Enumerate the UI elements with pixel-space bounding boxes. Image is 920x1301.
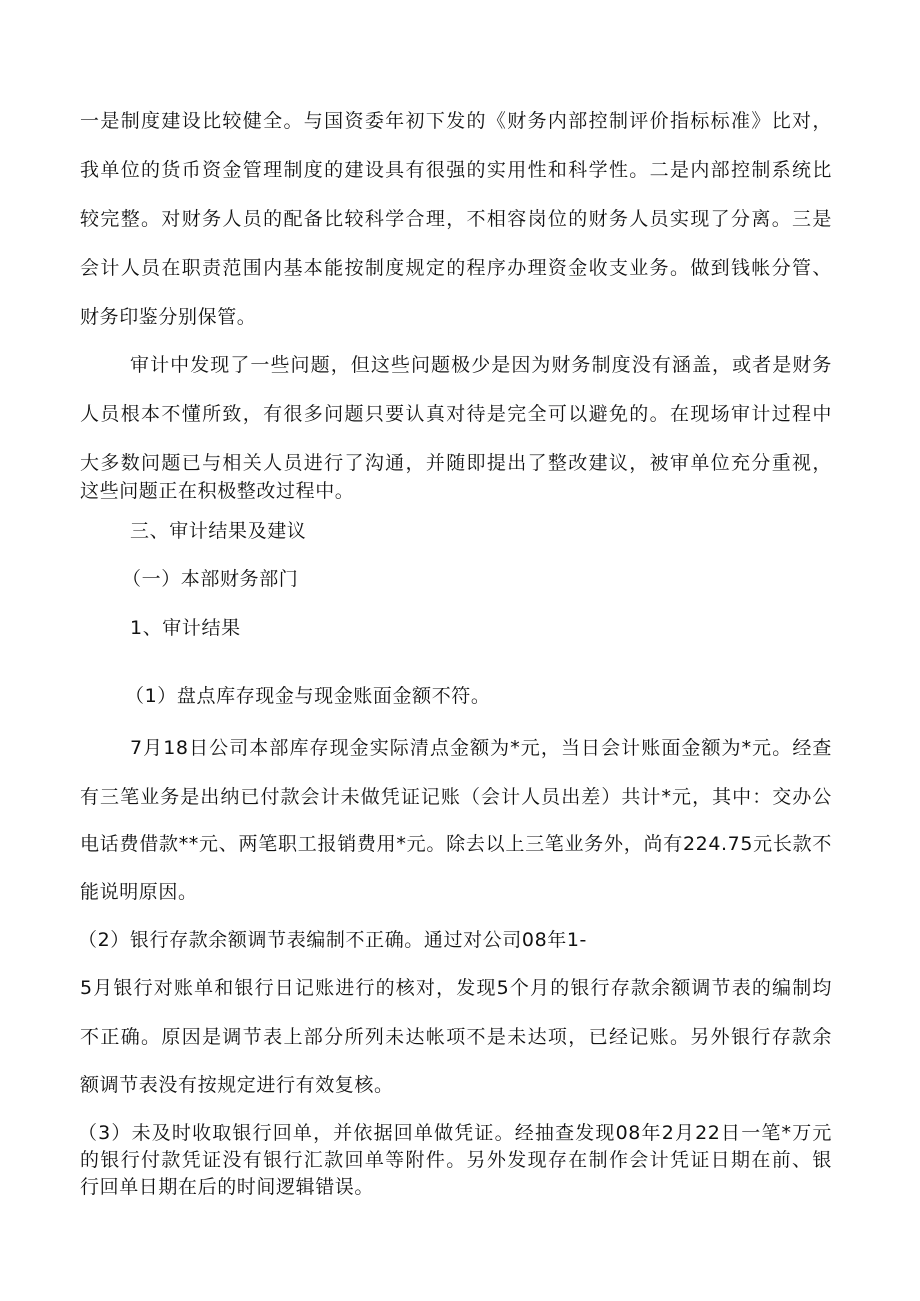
paragraph-2-line-4: 这些问题正在积极整改过程中。 (80, 480, 355, 502)
paragraph-4-line-4: 额调节表没有按规定进行有效复核。 (80, 1074, 394, 1096)
paragraph-2-line-3: 大多数问题已与相关人员进行了沟通，并随即提出了整改建议，被审单位充分重视， (80, 452, 832, 474)
paragraph-1-line-4: 会计人员在职责范围内基本能按制度规定的程序办理资金收支业务。做到钱帐分管、 (80, 257, 832, 279)
paragraph-3-line-4: 能说明原因。 (80, 881, 198, 903)
paragraph-5-line-2: 的银行付款凭证没有银行汇款回单等附件。另外发现存在制作会计凭证日期在前、银 (80, 1149, 832, 1171)
paragraph-3-line-3: 电话费借款**元、两笔职工报销费用*元。除去以上三笔业务外，尚有224.75元长款不 (80, 833, 832, 855)
paragraph-1-line-5: 财务印鉴分别保管。 (80, 306, 257, 328)
paragraph-1-line-3: 较完整。对财务人员的配备比较科学合理，不相容岗位的财务人员实现了分离。三是 (80, 208, 832, 230)
paragraph-2-line-1: 审计中发现了一些问题，但这些问题极少是因为财务制度没有涵盖，或者是财务 (130, 354, 832, 376)
paragraph-2-line-2: 人员根本不懂所致，有很多问题只要认真对待是完全可以避免的。在现场审计过程中 (80, 403, 832, 425)
paragraph-4-line-1: （2）银行存款余额调节表编制不正确。通过对公司08年1- (78, 929, 588, 951)
paragraph-5-line-3: 行回单日期在后的时间逻辑错误。 (80, 1176, 375, 1198)
paragraph-4-line-3: 不正确。原因是调节表上部分所列未达帐项不是未达项，已经记账。另外银行存款余 (80, 1026, 832, 1048)
paragraph-4-line-2: 5月银行对账单和银行日记账进行的核对，发现5个月的银行存款余额调节表的编制均 (80, 977, 832, 999)
paragraph-1-line-2: 我单位的货币资金管理制度的建设具有很强的实用性和科学性。二是内部控制系统比 (80, 159, 832, 181)
item-heading-1: 1、审计结果 (130, 617, 241, 639)
paragraph-1-line-1: 一是制度建设比较健全。与国资委年初下发的《财务内部控制评价指标标准》比对， (80, 110, 832, 132)
section-heading-3: 三、审计结果及建议 (130, 520, 307, 542)
paragraph-5-line-1: （3）未及时收取银行回单，并依据回单做凭证。经抽查发现08年2月22日一笔*万元 (78, 1122, 832, 1144)
point-heading-1: （1）盘点库存现金与现金账面金额不符。 (125, 685, 491, 707)
subsection-heading-1: （一）本部财务部门 (122, 568, 299, 590)
paragraph-3-line-2: 有三笔业务是出纳已付款会计未做凭证记账（会计人员出差）共计*元，其中：交办公 (80, 786, 832, 808)
paragraph-3-line-1: 7月18日公司本部库存现金实际清点金额为*元，当日会计账面金额为*元。经查 (130, 737, 832, 759)
